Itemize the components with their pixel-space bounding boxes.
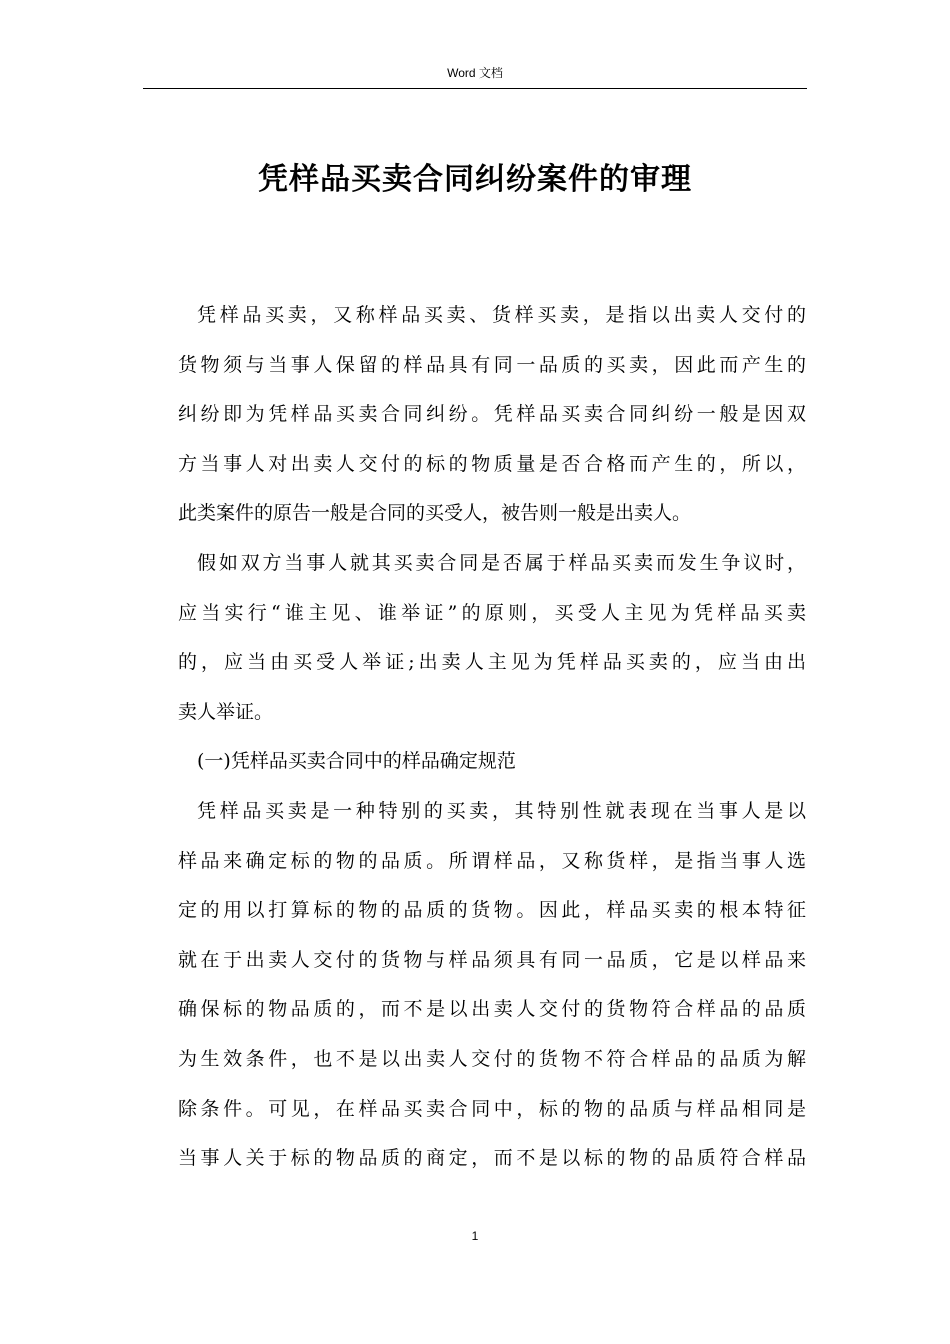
document-body (178, 291, 806, 1184)
page-header (143, 64, 807, 89)
text-line: 纠纷即为凭样品买卖合同纠纷。凭样品买卖合同纠纷一般是因双 (178, 403, 806, 426)
section-heading (178, 737, 806, 787)
text-line: 确保标的物品质的，而不是以出卖人交付的货物符合样品的品质 (178, 998, 806, 1021)
text-line: (一)凭样品买卖合同中的样品确定规范 (197, 750, 516, 773)
text-line: 凭样品买卖是一种特别的买卖，其特别性就表现在当事人是以 (197, 799, 806, 822)
text-line: 样品来确定标的物的品质。所谓样品，又称货样，是指当事人选 (178, 849, 806, 872)
text-line: 方当事人对出卖人交付的标的物质量是否合格而产生的，所以， (178, 452, 806, 475)
text-line: 货物须与当事人保留的样品具有同一品质的买卖，因此而产生的 (178, 353, 806, 376)
page-number: 1 (471, 1229, 479, 1243)
text-line: 除条件。可见，在样品买卖合同中，标的物的品质与样品相同是 (178, 1097, 806, 1120)
header-label: Word 文档 (447, 66, 503, 80)
document-title: 凭样品买卖合同纠纷案件的审理 (258, 162, 692, 197)
text-line: 为生效条件，也不是以出卖人交付的货物不符合样品的品质为解 (178, 1047, 806, 1070)
text-line: 凭样品买卖，又称样品买卖、货样买卖，是指以出卖人交付的 (197, 304, 806, 326)
paragraph-1 (178, 291, 806, 539)
page-footer (143, 1228, 807, 1244)
text-line: 就在于出卖人交付的货物与样品须具有同一品质，它是以样品来 (178, 948, 806, 971)
paragraph-4 (178, 787, 806, 1184)
text-line: 当事人关于标的物品质的商定，而不是以标的物的品质符合样品 (178, 1147, 806, 1170)
text-line: 此类案件的原告一般是合同的买受人，被告则一般是出卖人。 (178, 502, 692, 525)
text-line: 定的用以打算标的物的品质的货物。因此，样品买卖的根本特征 (178, 899, 806, 922)
text-line: 卖人举证。 (178, 700, 274, 723)
text-line: 的，应当由买受人举证;出卖人主见为凭样品买卖的，应当由出 (178, 651, 806, 674)
text-line: 假如双方当事人就其买卖合同是否属于样品买卖而发生争议时， (197, 551, 806, 574)
text-line: 应当实行“谁主见、谁举证”的原则，买受人主见为凭样品买卖 (178, 601, 806, 624)
paragraph-2 (178, 539, 806, 737)
